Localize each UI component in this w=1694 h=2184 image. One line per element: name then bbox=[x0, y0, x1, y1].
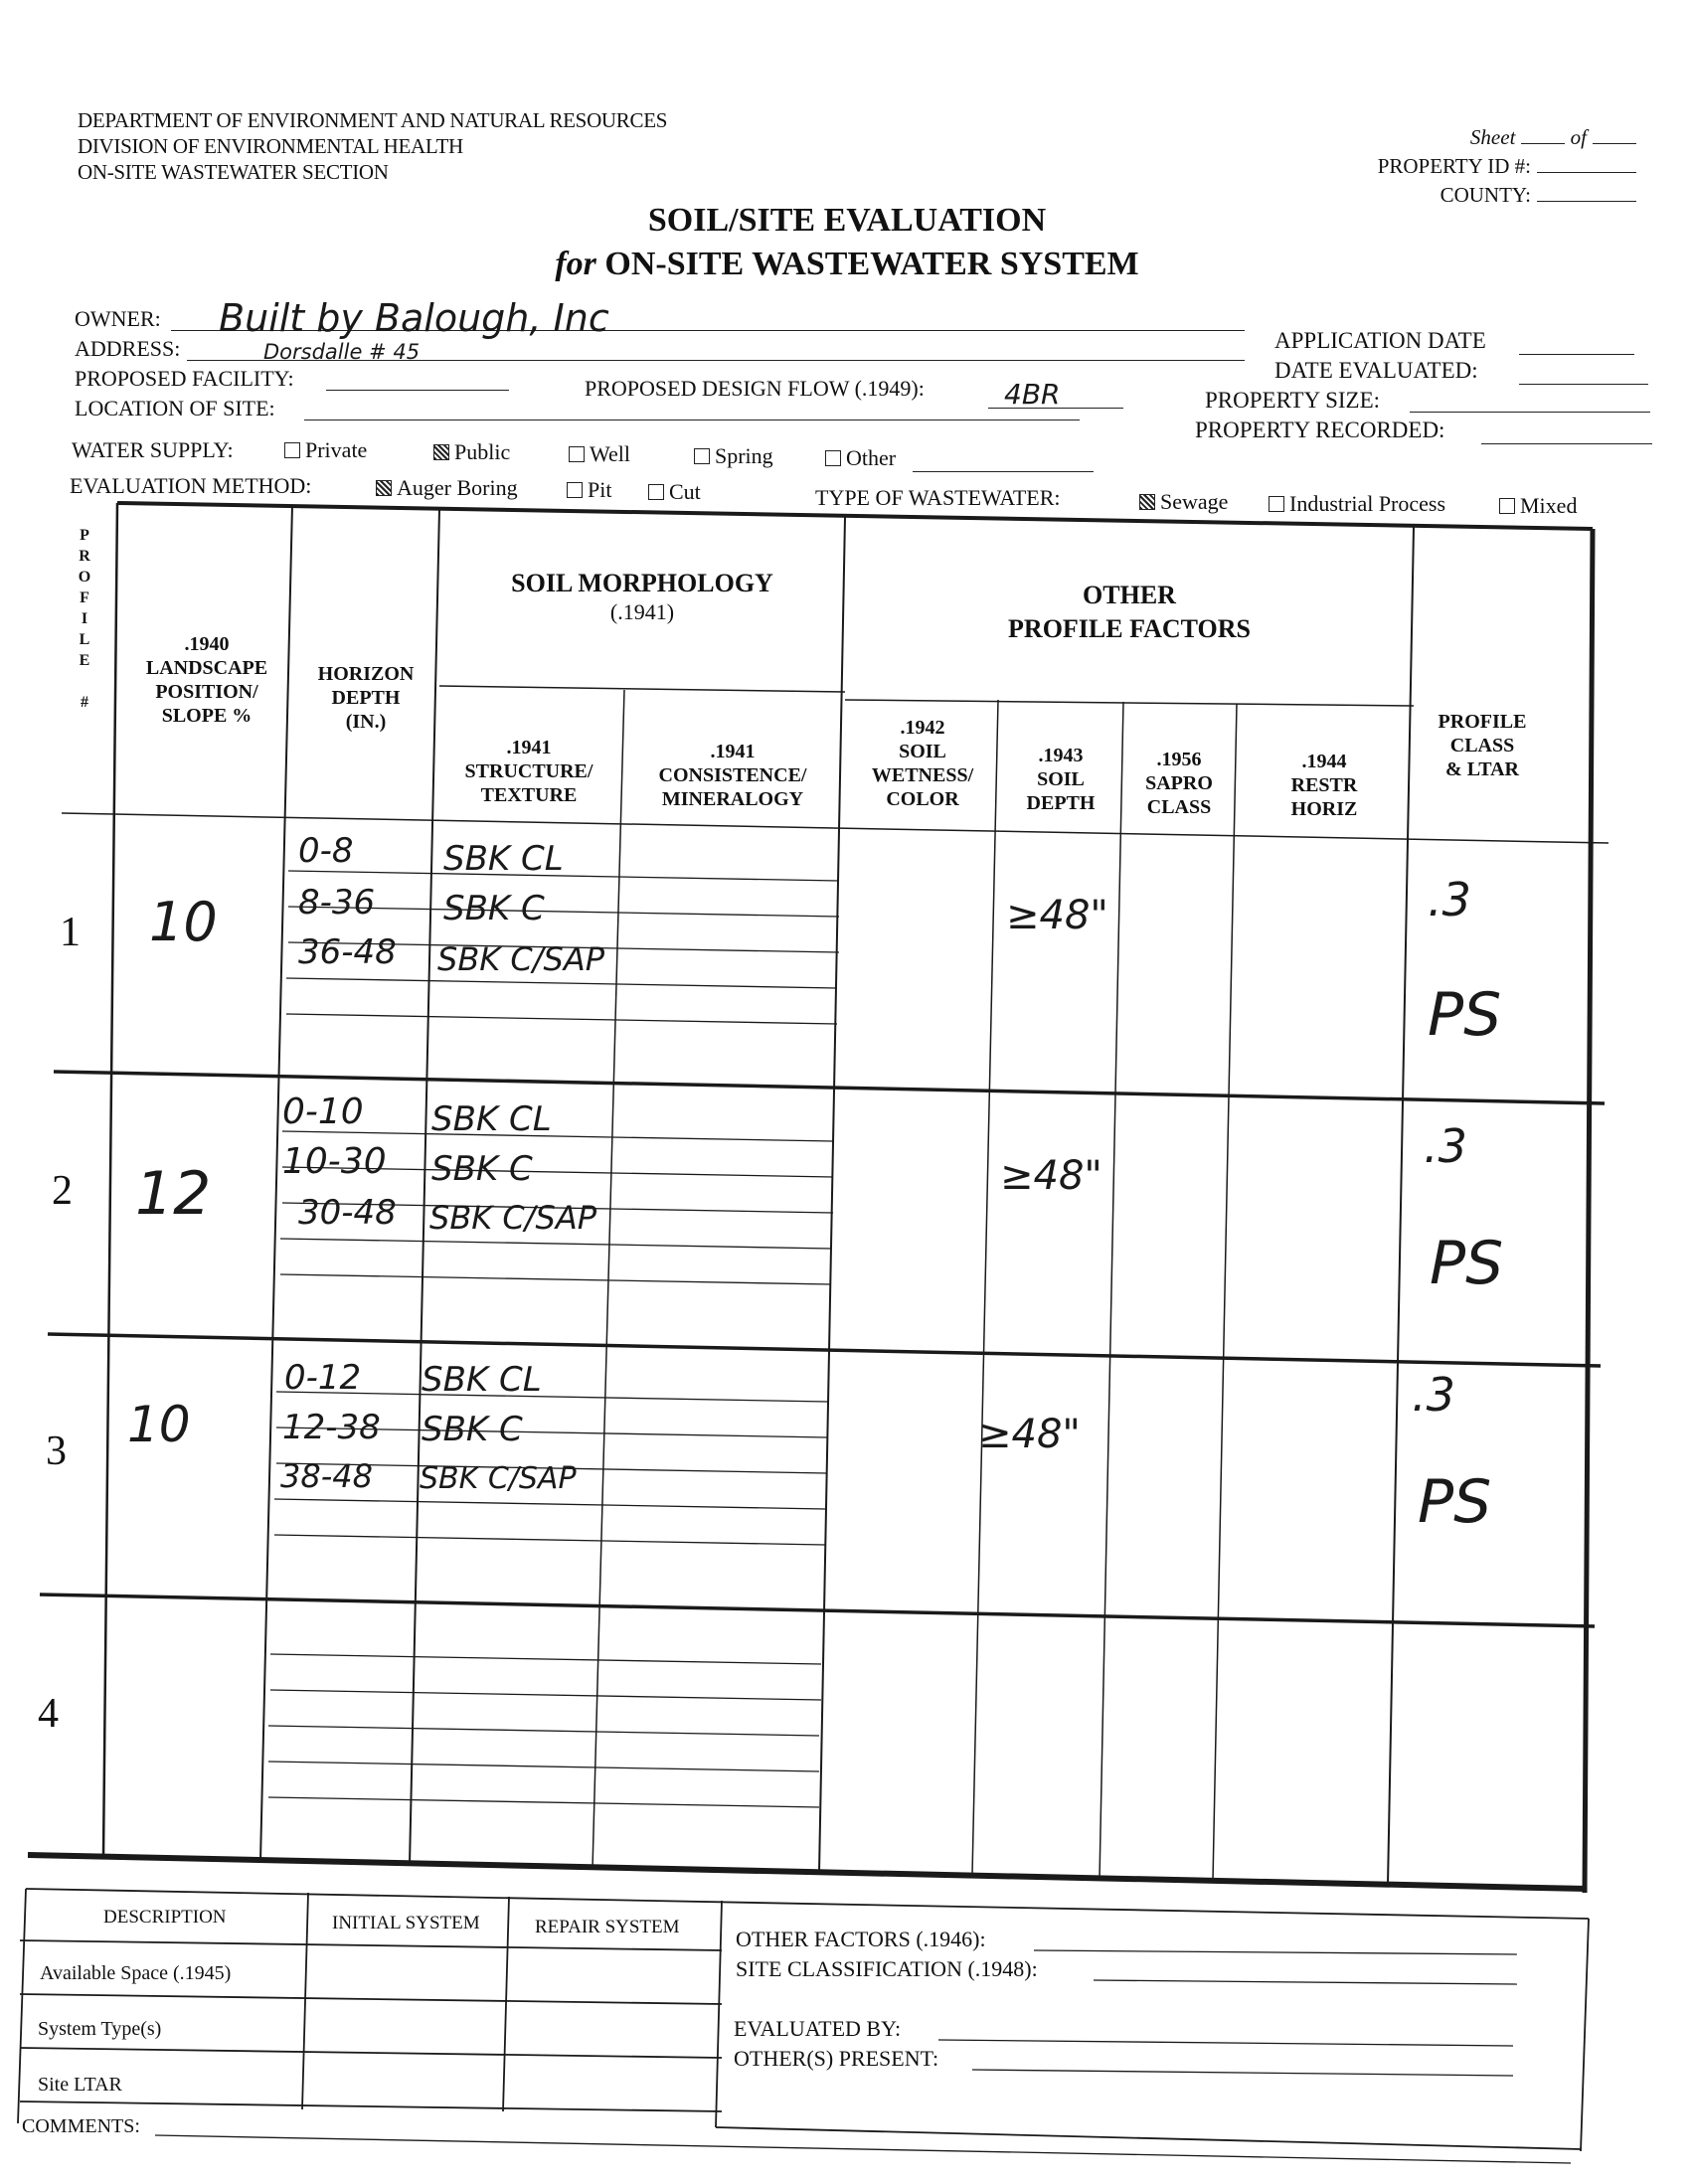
profile-2-slope: 12 bbox=[135, 1159, 212, 1229]
wastewater-type-label: TYPE OF WASTEWATER: bbox=[815, 485, 1061, 510]
soil-morphology-header: SOIL MORPHOLOGY (.1941) bbox=[511, 569, 773, 624]
profile-2-texture-3: SBK C/SAP bbox=[429, 1199, 597, 1237]
profile-3-horizon-2: 12-38 bbox=[282, 1408, 381, 1447]
repair-type-cell[interactable] bbox=[509, 2004, 712, 2052]
water-well-option[interactable]: Well bbox=[569, 441, 630, 467]
soil-depth-header: .1943 SOIL DEPTH bbox=[1026, 745, 1096, 814]
design-flow-label: PROPOSED DESIGN FLOW (.1949): bbox=[585, 376, 925, 401]
profile-1-texture-2: SBK C bbox=[443, 889, 545, 928]
profile-3-texture-1: SBK CL bbox=[422, 1360, 542, 1400]
division-name: DIVISION OF ENVIRONMENTAL HEALTH bbox=[78, 134, 463, 158]
proposed-facility-label: PROPOSED FACILITY: bbox=[75, 366, 294, 391]
water-other-option[interactable]: Other bbox=[825, 445, 896, 471]
water-private-option[interactable]: Private bbox=[284, 437, 367, 463]
profile-1-soil-depth: ≥48" bbox=[1006, 893, 1108, 938]
auger-boring-option[interactable]: Auger Boring bbox=[376, 475, 518, 501]
profile-2-horizon-1: 0-10 bbox=[282, 1092, 364, 1132]
water-public-option[interactable]: Public bbox=[433, 439, 510, 465]
profile-1-horizon-3: 36-48 bbox=[298, 932, 397, 972]
profile-1-ltar: .3 bbox=[1428, 873, 1471, 926]
consistence-mineralogy-header: .1941 CONSISTENCE/ MINERALOGY bbox=[658, 741, 807, 810]
profile-1-class: PS bbox=[1428, 980, 1502, 1050]
initial-system-header: INITIAL SYSTEM bbox=[332, 1913, 480, 1933]
pit-option[interactable]: Pit bbox=[567, 477, 611, 503]
profile-2-horizon-2: 10-30 bbox=[282, 1141, 387, 1182]
others-present-label: OTHER(S) PRESENT: bbox=[734, 2046, 939, 2071]
initial-type-cell[interactable] bbox=[308, 2000, 497, 2048]
evaluation-method-label: EVALUATION METHOD: bbox=[70, 473, 312, 498]
initial-space-cell[interactable] bbox=[310, 1946, 499, 1994]
profile-2-ltar: .3 bbox=[1424, 1119, 1467, 1173]
title-line-2: ON-SITE WASTEWATER SYSTEM bbox=[604, 246, 1139, 282]
evaluated-by-label: EVALUATED BY: bbox=[734, 2016, 902, 2041]
initial-ltar-cell[interactable] bbox=[306, 2054, 495, 2101]
cut-option[interactable]: Cut bbox=[648, 479, 701, 505]
application-date-label: APPLICATION DATE bbox=[1274, 328, 1486, 353]
description-header: DESCRIPTION bbox=[103, 1907, 227, 1928]
location-label: LOCATION OF SITE: bbox=[75, 396, 275, 420]
water-supply-label: WATER SUPPLY: bbox=[72, 437, 234, 462]
soil-wetness-header: .1942 SOIL WETNESS/ COLOR bbox=[871, 717, 974, 810]
profile-3-texture-2: SBK C bbox=[422, 1410, 523, 1449]
property-id-label: PROPERTY ID #: bbox=[1377, 154, 1531, 178]
landscape-header: .1940 LANDSCAPE POSITION/ SLOPE % bbox=[145, 633, 268, 727]
profile-number-header: P R O F I L E # bbox=[78, 527, 91, 711]
sewage-option[interactable]: Sewage bbox=[1139, 489, 1228, 515]
profile-3-horizon-3: 38-48 bbox=[280, 1457, 373, 1495]
profile-1-horizon-1: 0-8 bbox=[298, 831, 354, 871]
title-for: for bbox=[555, 246, 596, 282]
department-name: DEPARTMENT OF ENVIRONMENT AND NATURAL RESOURCES bbox=[78, 108, 668, 132]
profile-2-soil-depth: ≥48" bbox=[1000, 1153, 1102, 1199]
section-name: ON-SITE WASTEWATER SECTION bbox=[78, 160, 389, 184]
profile-2-class: PS bbox=[1430, 1229, 1504, 1298]
repair-ltar-cell[interactable] bbox=[507, 2058, 710, 2105]
owner-value: Built by Balough, Inc bbox=[219, 296, 609, 340]
profile-2-number: 2 bbox=[52, 1168, 73, 1214]
profile-1-texture-1: SBK CL bbox=[443, 839, 564, 879]
mixed-option[interactable]: Mixed bbox=[1499, 493, 1577, 519]
industrial-option[interactable]: Industrial Process bbox=[1269, 491, 1445, 517]
sapro-class-header: .1956 SAPRO CLASS bbox=[1145, 749, 1213, 818]
repair-space-cell[interactable] bbox=[511, 1950, 714, 1998]
other-profile-factors-header: OTHER PROFILE FACTORS bbox=[1008, 581, 1251, 643]
date-evaluated-label: DATE EVALUATED: bbox=[1274, 358, 1478, 383]
profile-1-texture-3: SBK C/SAP bbox=[437, 940, 605, 978]
profile-3-soil-depth: ≥48" bbox=[978, 1412, 1081, 1457]
profile-class-ltar-header: PROFILE CLASS & LTAR bbox=[1438, 711, 1527, 780]
property-size-label: PROPERTY SIZE: bbox=[1205, 388, 1381, 413]
county-label: COUNTY: bbox=[1440, 183, 1531, 207]
profile-1-horizon-2: 8-36 bbox=[298, 883, 376, 923]
repair-system-header: REPAIR SYSTEM bbox=[535, 1917, 680, 1937]
comments-label: COMMENTS: bbox=[22, 2115, 140, 2137]
system-types-label: System Type(s) bbox=[38, 2018, 162, 2040]
profile-4-number: 4 bbox=[38, 1691, 59, 1737]
design-flow-value: 4BR bbox=[1004, 378, 1061, 411]
profile-3-number: 3 bbox=[46, 1428, 67, 1474]
profile-2-texture-1: SBK CL bbox=[431, 1099, 552, 1139]
property-recorded-label: PROPERTY RECORDED: bbox=[1195, 418, 1445, 442]
address-value: Dorsdalle # 45 bbox=[263, 340, 421, 364]
site-ltar-label: Site LTAR bbox=[38, 2074, 122, 2096]
horizon-depth-header: HORIZON DEPTH (IN.) bbox=[317, 663, 415, 733]
owner-label: OWNER: bbox=[75, 306, 161, 331]
other-factors-label: OTHER FACTORS (.1946): bbox=[736, 1927, 986, 1951]
sheet-label: Sheet bbox=[1469, 125, 1516, 149]
profile-3-slope: 10 bbox=[127, 1396, 191, 1453]
profile-2-texture-2: SBK C bbox=[431, 1149, 533, 1189]
of-label: of bbox=[1570, 125, 1587, 149]
profile-2-horizon-3: 30-48 bbox=[298, 1193, 397, 1233]
restr-horiz-header: .1944 RESTR HORIZ bbox=[1290, 751, 1358, 820]
address-label: ADDRESS: bbox=[75, 336, 181, 361]
profile-3-texture-3: SBK C/SAP bbox=[420, 1461, 577, 1496]
profile-3-ltar: .3 bbox=[1412, 1368, 1455, 1422]
profile-1-slope: 10 bbox=[149, 891, 218, 953]
profile-3-horizon-1: 0-12 bbox=[284, 1358, 362, 1398]
site-classification-label: SITE CLASSIFICATION (.1948): bbox=[736, 1956, 1038, 1981]
water-spring-option[interactable]: Spring bbox=[694, 443, 773, 469]
title-line-1: SOIL/SITE EVALUATION bbox=[647, 202, 1047, 239]
structure-texture-header: .1941 STRUCTURE/ TEXTURE bbox=[464, 737, 593, 806]
profile-1-number: 1 bbox=[60, 910, 81, 955]
available-space-label: Available Space (.1945) bbox=[40, 1962, 232, 1984]
profile-3-class: PS bbox=[1418, 1467, 1492, 1537]
